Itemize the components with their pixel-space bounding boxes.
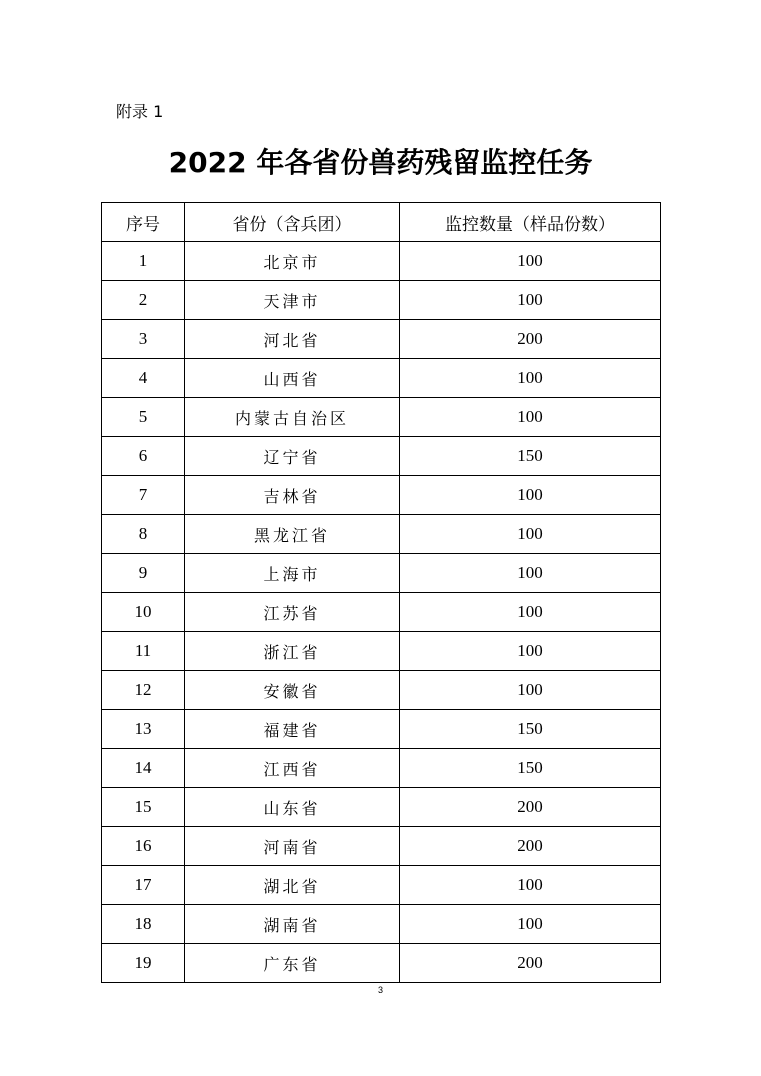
row-sample-count: 100 <box>400 281 661 320</box>
row-sample-count: 100 <box>400 905 661 944</box>
row-province: 河北省 <box>185 320 400 359</box>
row-index: 11 <box>102 632 185 671</box>
row-sample-count: 100 <box>400 398 661 437</box>
row-index: 14 <box>102 749 185 788</box>
row-province: 湖北省 <box>185 866 400 905</box>
row-province: 内蒙古自治区 <box>185 398 400 437</box>
row-index: 13 <box>102 710 185 749</box>
table-row <box>102 749 661 788</box>
row-sample-count: 100 <box>400 593 661 632</box>
table-row <box>102 554 661 593</box>
row-province: 黑龙江省 <box>185 515 400 554</box>
header-index: 序号 <box>102 203 185 242</box>
table-row <box>102 437 661 476</box>
header-sample-count: 监控数量（样品份数） <box>400 203 661 242</box>
row-sample-count: 200 <box>400 944 661 983</box>
row-province: 山西省 <box>185 359 400 398</box>
table-body <box>102 242 661 983</box>
row-province: 江苏省 <box>185 593 400 632</box>
row-province: 湖南省 <box>185 905 400 944</box>
row-sample-count: 200 <box>400 320 661 359</box>
row-province: 上海市 <box>185 554 400 593</box>
row-index: 18 <box>102 905 185 944</box>
row-province: 北京市 <box>185 242 400 281</box>
row-index: 6 <box>102 437 185 476</box>
row-sample-count: 200 <box>400 827 661 866</box>
row-index: 12 <box>102 671 185 710</box>
table-header-row <box>102 203 661 242</box>
page-number: 3 <box>377 985 383 995</box>
row-sample-count: 150 <box>400 749 661 788</box>
row-sample-count: 100 <box>400 632 661 671</box>
row-province: 广东省 <box>185 944 400 983</box>
table-row <box>102 632 661 671</box>
row-province: 吉林省 <box>185 476 400 515</box>
table-row <box>102 671 661 710</box>
row-province: 辽宁省 <box>185 437 400 476</box>
row-province: 山东省 <box>185 788 400 827</box>
row-index: 2 <box>102 281 185 320</box>
row-sample-count: 100 <box>400 554 661 593</box>
row-index: 3 <box>102 320 185 359</box>
row-sample-count: 100 <box>400 359 661 398</box>
row-sample-count: 100 <box>400 242 661 281</box>
header-province: 省份（含兵团） <box>185 203 400 242</box>
table-row <box>102 281 661 320</box>
row-sample-count: 150 <box>400 437 661 476</box>
row-index: 7 <box>102 476 185 515</box>
appendix-label: 附录 1 <box>116 102 164 121</box>
row-index: 10 <box>102 593 185 632</box>
table-row <box>102 320 661 359</box>
table-row <box>102 905 661 944</box>
row-sample-count: 100 <box>400 515 661 554</box>
table-row <box>102 710 661 749</box>
row-index: 17 <box>102 866 185 905</box>
document-title: 2022 年各省份兽药残留监控任务 <box>168 146 593 179</box>
table-row <box>102 788 661 827</box>
row-index: 1 <box>102 242 185 281</box>
table-row <box>102 944 661 983</box>
row-index: 16 <box>102 827 185 866</box>
row-province: 天津市 <box>185 281 400 320</box>
row-province: 江西省 <box>185 749 400 788</box>
monitoring-quota-table <box>101 202 661 983</box>
table-row <box>102 359 661 398</box>
table-row <box>102 515 661 554</box>
table-row <box>102 476 661 515</box>
row-sample-count: 100 <box>400 866 661 905</box>
table-row <box>102 866 661 905</box>
row-index: 15 <box>102 788 185 827</box>
row-sample-count: 150 <box>400 710 661 749</box>
table-row <box>102 398 661 437</box>
row-province: 安徽省 <box>185 671 400 710</box>
row-sample-count: 100 <box>400 671 661 710</box>
table-row <box>102 827 661 866</box>
row-index: 5 <box>102 398 185 437</box>
row-index: 4 <box>102 359 185 398</box>
table-row <box>102 242 661 281</box>
row-province: 福建省 <box>185 710 400 749</box>
row-index: 8 <box>102 515 185 554</box>
row-sample-count: 200 <box>400 788 661 827</box>
row-province: 河南省 <box>185 827 400 866</box>
table-row <box>102 593 661 632</box>
row-index: 19 <box>102 944 185 983</box>
row-index: 9 <box>102 554 185 593</box>
row-sample-count: 100 <box>400 476 661 515</box>
row-province: 浙江省 <box>185 632 400 671</box>
